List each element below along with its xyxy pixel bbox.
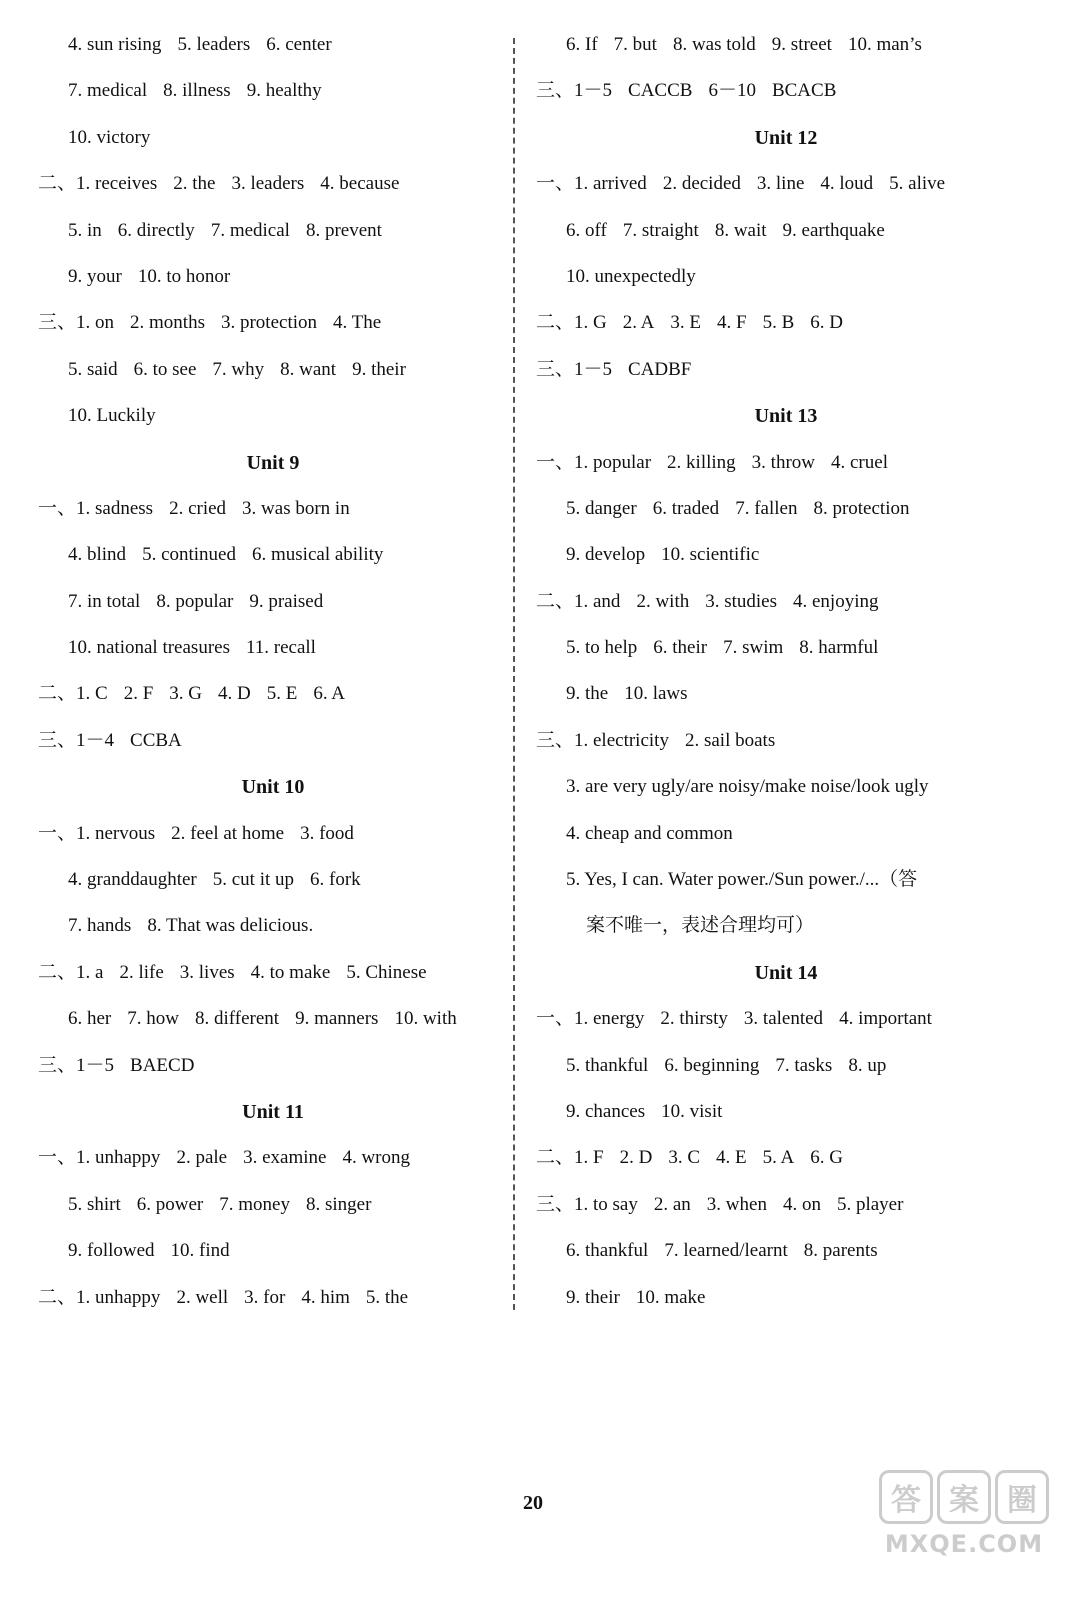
watermark-glyph: 答 (879, 1470, 933, 1524)
answer-item: 3. are very ugly/are noisy/make noise/look ugly (566, 776, 929, 798)
answer-item: 3. C (668, 1147, 700, 1169)
answer-line (38, 579, 508, 625)
answer-item: 三、1－5 (536, 80, 613, 102)
answer-item: 一、1. popular (536, 451, 652, 473)
answer-line (536, 1182, 1036, 1228)
answer-item: 7. straight (622, 219, 699, 241)
answer-item: 5. danger (566, 497, 637, 519)
watermark-logo (874, 1470, 1054, 1590)
answer-line (536, 1275, 1036, 1321)
answer-item: 4. blind (68, 544, 127, 566)
answer-item: 2. A (622, 312, 655, 334)
answer-item: 9. manners (295, 1008, 379, 1030)
answer-item: 6. directly (117, 219, 195, 241)
answer-item: 5. cut it up (212, 869, 295, 891)
unit-heading (38, 440, 508, 486)
answer-item: 7. swim (723, 637, 784, 659)
answer-item: 6. power (136, 1193, 204, 1215)
answer-item: 8. popular (156, 590, 234, 612)
answer-item: 8. harmful (799, 637, 879, 659)
answer-item: 8. was told (672, 34, 756, 55)
unit-title: Unit 9 (246, 451, 300, 474)
answer-item: 7. learned/learnt (664, 1240, 788, 1262)
unit-title: Unit 12 (754, 126, 818, 149)
answer-item: 4. The (333, 312, 382, 334)
answer-item: 6. center (266, 34, 332, 55)
answer-item: 3. when (706, 1193, 767, 1215)
answer-item: 7. medical (68, 80, 148, 102)
answer-item: 9. chances (566, 1100, 646, 1122)
answer-line (38, 254, 508, 300)
answer-item: 三、1. to say (536, 1193, 638, 1215)
answer-item: 4. sun rising (68, 34, 162, 55)
answer-item: 4. enjoying (793, 590, 879, 612)
answer-line (38, 1043, 508, 1089)
unit-title: Unit 11 (242, 1100, 304, 1123)
unit-heading (536, 950, 1036, 996)
answer-item: 二、1. G (536, 312, 607, 334)
answer-item: 一、1. nervous (38, 822, 156, 844)
answer-item: 4. granddaughter (68, 869, 197, 891)
answer-item: 6. If (566, 34, 598, 55)
answer-item: 9. the (566, 683, 609, 705)
answer-item: 3. food (300, 822, 354, 844)
answer-item: 5. A (762, 1147, 795, 1169)
right-column (536, 22, 1036, 1321)
answer-item: 4. cheap and common (566, 822, 733, 844)
answer-item: 4. F (717, 312, 747, 334)
answer-item: 9. street (771, 34, 832, 55)
answer-item: 2. decided (662, 173, 741, 195)
answer-item: 7. but (613, 34, 657, 55)
unit-heading (536, 115, 1036, 161)
answer-line (536, 764, 1036, 810)
answer-item: 4. D (218, 683, 251, 705)
answer-item: 6. thankful (566, 1240, 649, 1262)
answer-line (536, 347, 1036, 393)
answer-item: 2. life (119, 961, 164, 983)
answer-line (38, 903, 508, 949)
answer-line (536, 208, 1036, 254)
answer-item: 案不唯一，表述合理均可） (586, 915, 815, 937)
answer-item: 5. in (68, 219, 102, 241)
answer-item: 2. with (636, 590, 690, 612)
answer-item: 8. parents (803, 1240, 878, 1262)
answer-line (38, 393, 508, 439)
answer-item: 9. earthquake (782, 219, 885, 241)
answer-item: 2. the (173, 173, 216, 195)
answer-item: 3. for (244, 1286, 286, 1308)
answer-item: 8. protection (813, 497, 910, 519)
left-column (38, 22, 508, 1321)
answer-item: 10. unexpectedly (566, 265, 696, 287)
answer-item: 5. Yes, I can. Water power./Sun power./...（答 (566, 869, 918, 891)
answer-line (536, 486, 1036, 532)
answer-item: 2. well (176, 1286, 229, 1308)
answer-item: 3. protection (220, 312, 317, 334)
answer-item: 4. cruel (831, 451, 888, 473)
answer-item: 3. was born in (242, 497, 350, 519)
answer-item: 4. loud (820, 173, 874, 195)
answer-item: 10. with (394, 1008, 457, 1030)
answer-item: 一、1. arrived (536, 173, 647, 195)
answer-line (536, 68, 1036, 114)
answer-item: 三、1. on (38, 312, 115, 334)
unit-title: Unit 10 (241, 776, 305, 799)
answer-item: 4. important (839, 1008, 932, 1030)
answer-item: 6. musical ability (252, 544, 384, 566)
answer-line (536, 811, 1036, 857)
answer-item: 8. want (280, 358, 337, 380)
answer-item: 3. talented (743, 1008, 824, 1030)
unit-title: Unit 14 (754, 961, 818, 984)
answer-line (536, 1135, 1036, 1181)
answer-line (38, 115, 508, 161)
answer-item: 8. different (195, 1008, 280, 1030)
answer-item: BCACB (771, 80, 837, 102)
answer-line (536, 1228, 1036, 1274)
answer-item: 3. G (169, 683, 202, 705)
answer-item: 一、1. sadness (38, 497, 154, 519)
answer-item: 6－10 (708, 80, 756, 102)
answer-line (38, 68, 508, 114)
answer-line (38, 811, 508, 857)
answer-item: 7. fallen (735, 497, 798, 519)
answer-item: 8. That was delicious. (147, 915, 314, 937)
answer-item: 9. followed (68, 1240, 155, 1262)
answer-item: 10. man’s (847, 34, 922, 55)
answer-item: 8. singer (305, 1193, 372, 1215)
answer-line (536, 671, 1036, 717)
answer-item: 2. F (123, 683, 154, 705)
answer-item: 9. praised (249, 590, 324, 612)
answer-line (38, 857, 508, 903)
answer-item: 10. Luckily (68, 405, 156, 427)
answer-line (38, 208, 508, 254)
column-divider (513, 38, 515, 1310)
watermark-site: MXQE.COM (884, 1530, 1044, 1558)
answer-item: 7. hands (68, 915, 132, 937)
answer-line (38, 532, 508, 578)
answer-item: 5. thankful (566, 1054, 649, 1076)
answer-item: 2. pale (176, 1147, 228, 1169)
answer-item: 5. shirt (68, 1193, 121, 1215)
answer-item: 二、1. and (536, 590, 621, 612)
answer-item: 3. E (670, 312, 702, 334)
answer-item: 3. studies (705, 590, 777, 612)
answer-item: 10. laws (624, 683, 688, 705)
answer-item: 4. wrong (342, 1147, 411, 1169)
answer-line (38, 347, 508, 393)
answer-item: 2. feel at home (171, 822, 285, 844)
answer-item: 一、1. energy (536, 1008, 645, 1030)
answer-item: 10. national treasures (68, 637, 230, 659)
answer-line (38, 486, 508, 532)
answer-item: 8. prevent (305, 219, 382, 241)
answer-item: 10. victory (68, 126, 151, 148)
answer-line (536, 440, 1036, 486)
watermark-glyph: 圈 (995, 1470, 1049, 1524)
answer-line (38, 625, 508, 671)
answer-item: 三、1－4 (38, 729, 115, 751)
answer-item: 6. traded (652, 497, 720, 519)
answer-item: 11. recall (245, 637, 316, 659)
answer-item: 3. examine (243, 1147, 327, 1169)
answer-item: 5. B (762, 312, 795, 334)
answer-item: 8. up (848, 1054, 887, 1076)
answer-line (38, 1275, 508, 1321)
answer-item: 6. their (653, 637, 708, 659)
answer-item: 6. D (810, 312, 844, 334)
answer-item: 4. to make (250, 961, 331, 983)
answer-item: 二、1. F (536, 1147, 604, 1169)
answer-item: 7. medical (210, 219, 290, 241)
answer-item: 2. D (619, 1147, 653, 1169)
answer-item: 4. because (320, 173, 400, 195)
answer-item: 7. how (127, 1008, 179, 1030)
answer-item: 2. sail boats (684, 729, 776, 751)
answer-item: 7. why (212, 358, 265, 380)
answer-item: 4. E (716, 1147, 747, 1169)
answer-item: 5. player (836, 1193, 904, 1215)
answer-item: 9. develop (566, 544, 646, 566)
answer-line (536, 254, 1036, 300)
answer-item: 三、1. electricity (536, 729, 669, 751)
answer-item: 9. your (68, 265, 122, 287)
answer-item: 10. make (635, 1286, 706, 1308)
answer-line (38, 300, 508, 346)
answer-item: 5. E (266, 683, 298, 705)
answer-line (536, 300, 1036, 346)
answer-line (38, 22, 508, 68)
answer-line (536, 625, 1036, 671)
answer-item: 5. alive (889, 173, 946, 195)
answer-item: 6. her (68, 1008, 112, 1030)
answer-item: 二、1. unhappy (38, 1286, 161, 1308)
answer-item: 5. to help (566, 637, 638, 659)
answer-line (536, 22, 1036, 68)
answer-item: 10. find (170, 1240, 230, 1262)
answer-item: 5. continued (142, 544, 236, 566)
answer-item: 4. on (782, 1193, 821, 1215)
answer-line (38, 1182, 508, 1228)
answer-item: 5. said (68, 358, 118, 380)
answer-item: 10. visit (661, 1100, 723, 1122)
answer-item: 二、1. C (38, 683, 108, 705)
answer-item: 3. throw (751, 451, 815, 473)
unit-title: Unit 13 (754, 405, 818, 428)
answer-item: CADBF (628, 358, 692, 380)
answer-item: 2. months (130, 312, 205, 334)
answer-item: CACCB (628, 80, 693, 102)
answer-line (38, 996, 508, 1042)
answer-item: 10. scientific (661, 544, 760, 566)
page-number: 20 (523, 1492, 543, 1514)
answer-line (536, 579, 1036, 625)
answer-item: 5. Chinese (346, 961, 427, 983)
answer-item: 2. thirsty (660, 1008, 728, 1030)
unit-heading (38, 1089, 508, 1135)
answer-item: 5. leaders (177, 34, 251, 55)
answer-item: 6. off (566, 219, 607, 241)
answer-item: 2. killing (667, 451, 736, 473)
answer-item: 三、1－5 (38, 1054, 115, 1076)
answer-item: 2. cried (169, 497, 227, 519)
answer-item: 7. money (219, 1193, 290, 1215)
answer-item: 7. tasks (775, 1054, 833, 1076)
answer-item: 三、1－5 (536, 358, 613, 380)
answer-item: 5. the (365, 1286, 409, 1308)
answer-line (536, 161, 1036, 207)
answer-item: 7. in total (68, 590, 141, 612)
answer-item: 9. healthy (246, 80, 322, 102)
answer-item: 8. wait (714, 219, 767, 241)
answer-line (38, 950, 508, 996)
answer-item: 一、1. unhappy (38, 1147, 161, 1169)
answer-item: 2. an (653, 1193, 691, 1215)
answer-line (536, 903, 1036, 949)
answer-item: 4. him (301, 1286, 350, 1308)
answer-item: 9. their (352, 358, 406, 380)
answer-item: 二、1. a (38, 961, 104, 983)
answer-item: 6. fork (310, 869, 361, 891)
answer-line (536, 1043, 1036, 1089)
answer-line (536, 857, 1036, 903)
answer-item: 6. A (313, 683, 346, 705)
answer-line (38, 1135, 508, 1181)
watermark-glyph: 案 (937, 1470, 991, 1524)
answer-item: 9. their (566, 1286, 620, 1308)
answer-line (536, 1089, 1036, 1135)
answer-line (38, 718, 508, 764)
answer-line (38, 1228, 508, 1274)
answer-item: 3. lives (179, 961, 235, 983)
answer-line (536, 996, 1036, 1042)
answer-item: 6. beginning (664, 1054, 760, 1076)
answer-line (38, 161, 508, 207)
answer-item: BAECD (130, 1054, 195, 1076)
answer-item: 3. line (756, 173, 805, 195)
answer-line (536, 718, 1036, 764)
unit-heading (38, 764, 508, 810)
answer-item: 6. G (810, 1147, 844, 1169)
answer-item: 10. to honor (137, 265, 231, 287)
answer-item: 6. to see (133, 358, 197, 380)
answer-item: 二、1. receives (38, 173, 158, 195)
answer-item: 3. leaders (231, 173, 305, 195)
answer-line (536, 532, 1036, 578)
answer-item: CCBA (130, 729, 182, 751)
unit-heading (536, 393, 1036, 439)
answer-line (38, 671, 508, 717)
answer-item: 8. illness (163, 80, 231, 102)
